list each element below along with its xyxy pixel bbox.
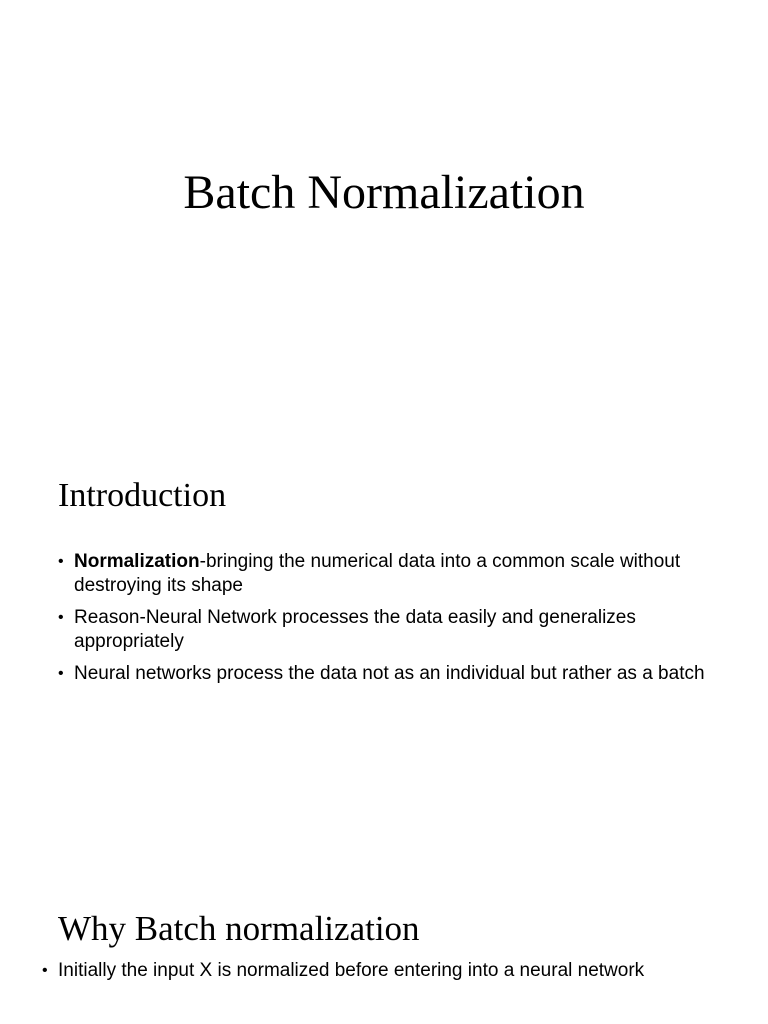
slide-title-page (0, 0, 768, 400)
bullet-text: Neural networks process the data not as an individual but rather as a batch (74, 663, 705, 684)
bullet-item (58, 550, 718, 598)
bullet-item (42, 959, 732, 983)
bullet-item (58, 662, 718, 686)
bullet-icon: • (58, 665, 64, 682)
bullet-text: Reason-Neural Network processes the data easily and generalizes appropriately (74, 607, 636, 652)
bullet-text: -bringing the numerical data into a common scale without destroying its shape (74, 551, 681, 596)
bullet-item (58, 606, 718, 654)
bullet-term: Normalization (74, 551, 200, 572)
bullet-icon: • (58, 553, 64, 570)
bullet-icon: • (42, 962, 48, 979)
bullet-text: Initially the input X is normalized before entering into a neural network (58, 960, 645, 981)
slide-title: Batch Normalization (183, 166, 585, 219)
slide-why-batch-normalization (0, 880, 768, 1024)
slide-heading: Introduction (58, 477, 227, 514)
slide-introduction (0, 430, 768, 860)
bullet-list (58, 550, 718, 694)
bullet-icon: • (58, 609, 64, 626)
slide-heading: Why Batch normalization (58, 909, 420, 948)
bullet-list (42, 959, 732, 991)
